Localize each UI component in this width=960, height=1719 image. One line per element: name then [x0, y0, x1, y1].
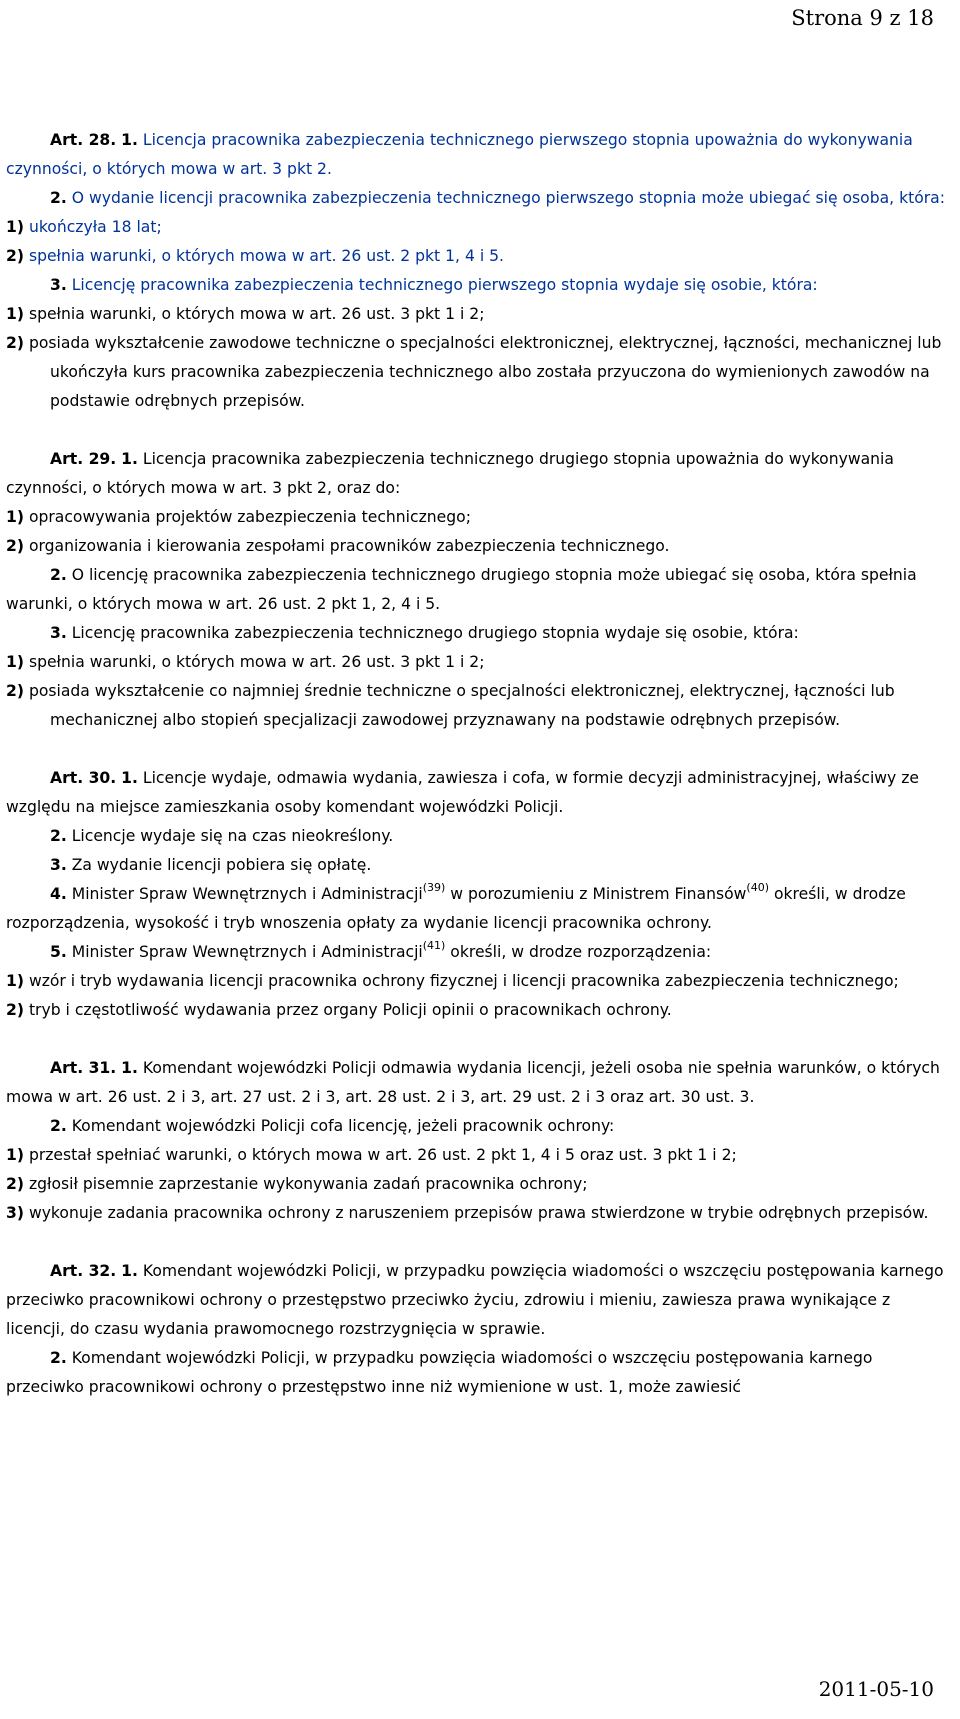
- item-number: 1): [6, 653, 24, 671]
- paragraph-number: 5.: [50, 943, 67, 961]
- paragraph-text: Komendant wojewódzki Policji odmawia wydania licencji, jeżeli osoba nie spełnia warunków, o których mowa w art. 26 ust. 2 i 3, art. 27 ust. 2 i 3, art. 28 ust. 2 i 3, art. 29 ust. 2 i 3 oraz art. 30 ust. 3.: [6, 1059, 940, 1106]
- art29-para-3: [6, 619, 946, 648]
- item-number: 2): [6, 537, 24, 555]
- list-item: [6, 1170, 946, 1199]
- item-text: posiada wykształcenie zawodowe techniczne o specjalności elektronicznej, elektrycznej, łączności, mechanicznej lub ukończyła kurs pracownika zabezpieczenia technicznego albo została przyuczona do wymienionych zawodów na podstawie odrębnych przepisów.: [23, 334, 942, 410]
- article-28: [6, 126, 946, 416]
- item-number: 2): [6, 682, 24, 700]
- item-number: 2): [6, 1001, 24, 1019]
- paragraph-text: Licencję pracownika zabezpieczenia technicznego pierwszego stopnia wydaje się osobie, która:: [66, 276, 818, 294]
- art29-para-1: [6, 445, 946, 503]
- paragraph-text: w porozumieniu z Ministrem Finansów: [445, 885, 747, 903]
- art28-para-1: [6, 126, 946, 184]
- list-item: [6, 967, 946, 996]
- paragraph-text: Komendant wojewódzki Policji, w przypadku powzięcia wiadomości o wszczęciu postępowania karnego przeciwko pracownikowi ochrony o przestępstwo inne niż wymienione w ust. 1, może zawiesić: [6, 1349, 873, 1396]
- list-item: [6, 242, 946, 271]
- page-number: Strona 9 z 18: [791, 6, 934, 30]
- paragraph-number: 2.: [50, 566, 67, 584]
- paragraph-text: Minister Spraw Wewnętrznych i Administracji: [66, 885, 423, 903]
- article-32: [6, 1257, 946, 1402]
- art32-para-2: [6, 1344, 946, 1402]
- article-number: Art. 32.: [50, 1262, 117, 1280]
- paragraph-text: O wydanie licencji pracownika zabezpieczenia technicznego pierwszego stopnia może ubiegać się osoba, która:: [66, 189, 945, 207]
- list-item: [6, 213, 946, 242]
- paragraph-number: 1.: [121, 450, 138, 468]
- item-text: spełnia warunki, o których mowa w art. 26 ust. 2 pkt 1, 4 i 5.: [23, 247, 505, 265]
- item-number: 1): [6, 305, 24, 323]
- item-number: 2): [6, 247, 24, 265]
- paragraph-text: określi, w drodze rozporządzenia, wysokość i tryb wnoszenia opłaty za wydanie licencji pracownika ochrony.: [6, 885, 906, 932]
- art28-para-2: [6, 184, 946, 213]
- item-text: wzór i tryb wydawania licencji pracownika ochrony fizycznej i licencji pracownika zabezpieczenia technicznego;: [23, 972, 899, 990]
- paragraph-number: 3.: [50, 856, 67, 874]
- item-number: 1): [6, 972, 24, 990]
- art30-para-1: [6, 764, 946, 822]
- item-text: zgłosił pisemnie zaprzestanie wykonywania zadań pracownika ochrony;: [23, 1175, 588, 1193]
- article-30: [6, 764, 946, 1025]
- item-number: 3): [6, 1204, 24, 1222]
- art29-para-2: [6, 561, 946, 619]
- item-text: opracowywania projektów zabezpieczenia technicznego;: [23, 508, 471, 526]
- paragraph-text: określi, w drodze rozporządzenia:: [445, 943, 712, 961]
- paragraph-number: 2.: [50, 1349, 67, 1367]
- footnote-ref[interactable]: (39): [422, 880, 446, 894]
- item-text: spełnia warunki, o których mowa w art. 26 ust. 3 pkt 1 i 2;: [23, 305, 485, 323]
- article-number: Art. 28.: [50, 131, 117, 149]
- article-number: Art. 29.: [50, 450, 117, 468]
- item-text: posiada wykształcenie co najmniej średnie techniczne o specjalności elektronicznej, elektrycznej, łączności lub mechanicznej albo stopień specjalizacji zawodowej przyznawany na podstawie odrębnych przepisów.: [23, 682, 895, 729]
- list-item: [6, 677, 946, 735]
- art28-para-3: [6, 271, 946, 300]
- item-text: ukończyła 18 lat;: [23, 218, 162, 236]
- paragraph-number: 4.: [50, 885, 67, 903]
- art30-para-5: [6, 938, 946, 967]
- paragraph-text: Licencje wydaje się na czas nieokreślony.: [66, 827, 394, 845]
- item-number: 2): [6, 334, 24, 352]
- list-item: [6, 329, 946, 416]
- paragraph-text: O licencję pracownika zabezpieczenia technicznego drugiego stopnia może ubiegać się osoba, która spełnia warunki, o których mowa w art. 26 ust. 2 pkt 1, 2, 4 i 5.: [6, 566, 917, 613]
- paragraph-text: Licencja pracownika zabezpieczenia technicznego pierwszego stopnia upoważnia do wykonywania czynności, o których mowa w art. 3 pkt 2.: [6, 131, 913, 178]
- footnote-ref[interactable]: (41): [422, 938, 446, 952]
- paragraph-text: Licencję pracownika zabezpieczenia technicznego drugiego stopnia wydaje się osobie, która:: [66, 624, 799, 642]
- paragraph-number: 2.: [50, 1117, 67, 1135]
- list-item: [6, 648, 946, 677]
- list-item: [6, 532, 946, 561]
- list-item: [6, 300, 946, 329]
- paragraph-number: 3.: [50, 276, 67, 294]
- item-number: 1): [6, 1146, 24, 1164]
- document-body: [6, 126, 946, 1402]
- footnote-ref[interactable]: (40): [746, 880, 769, 894]
- item-text: organizowania i kierowania zespołami pracowników zabezpieczenia technicznego.: [23, 537, 670, 555]
- art32-para-1: [6, 1257, 946, 1344]
- paragraph-number: 1.: [121, 769, 138, 787]
- document-date: 2011-05-10: [818, 1677, 934, 1701]
- article-29: [6, 445, 946, 735]
- article-number: Art. 30.: [50, 769, 117, 787]
- list-item: [6, 996, 946, 1025]
- item-text: przestał spełniać warunki, o których mowa w art. 26 ust. 2 pkt 1, 4 i 5 oraz ust. 3 pkt 1 i 2;: [23, 1146, 737, 1164]
- article-number: Art. 31.: [50, 1059, 117, 1077]
- paragraph-text: Minister Spraw Wewnętrznych i Administracji: [66, 943, 423, 961]
- paragraph-number: 2.: [50, 827, 67, 845]
- paragraph-text: Licencja pracownika zabezpieczenia technicznego drugiego stopnia upoważnia do wykonywania czynności, o których mowa w art. 3 pkt 2, oraz do:: [6, 450, 894, 497]
- art31-para-1: [6, 1054, 946, 1112]
- article-31: [6, 1054, 946, 1228]
- list-item: [6, 503, 946, 532]
- item-number: 1): [6, 508, 24, 526]
- paragraph-number: 3.: [50, 624, 67, 642]
- art31-para-2: [6, 1112, 946, 1141]
- list-item: [6, 1199, 946, 1228]
- paragraph-number: 1.: [121, 1059, 138, 1077]
- paragraph-text: Komendant wojewódzki Policji, w przypadku powzięcia wiadomości o wszczęciu postępowania karnego przeciwko pracownikowi ochrony o przestępstwo przeciwko życiu, zdrowiu i mieniu, zawiesza prawa wynikające z licencji, do czasu wydania prawomocnego rozstrzygnięcia w sprawie.: [6, 1262, 944, 1338]
- art30-para-4: [6, 880, 946, 938]
- list-item: [6, 1141, 946, 1170]
- item-number: 2): [6, 1175, 24, 1193]
- paragraph-number: 1.: [121, 131, 138, 149]
- paragraph-text: Licencje wydaje, odmawia wydania, zawiesza i cofa, w formie decyzji administracyjnej, właściwy ze względu na miejsce zamieszkania osoby komendant wojewódzki Policji.: [6, 769, 920, 816]
- item-text: wykonuje zadania pracownika ochrony z naruszeniem przepisów prawa stwierdzone w trybie odrębnych przepisów.: [23, 1204, 929, 1222]
- art30-para-2: [6, 822, 946, 851]
- item-text: spełnia warunki, o których mowa w art. 26 ust. 3 pkt 1 i 2;: [23, 653, 485, 671]
- art30-para-3: [6, 851, 946, 880]
- paragraph-number: 2.: [50, 189, 67, 207]
- paragraph-number: 1.: [121, 1262, 138, 1280]
- paragraph-text: Komendant wojewódzki Policji cofa licencję, jeżeli pracownik ochrony:: [66, 1117, 615, 1135]
- paragraph-text: Za wydanie licencji pobiera się opłatę.: [66, 856, 372, 874]
- item-number: 1): [6, 218, 24, 236]
- item-text: tryb i częstotliwość wydawania przez organy Policji opinii o pracownikach ochrony.: [23, 1001, 672, 1019]
